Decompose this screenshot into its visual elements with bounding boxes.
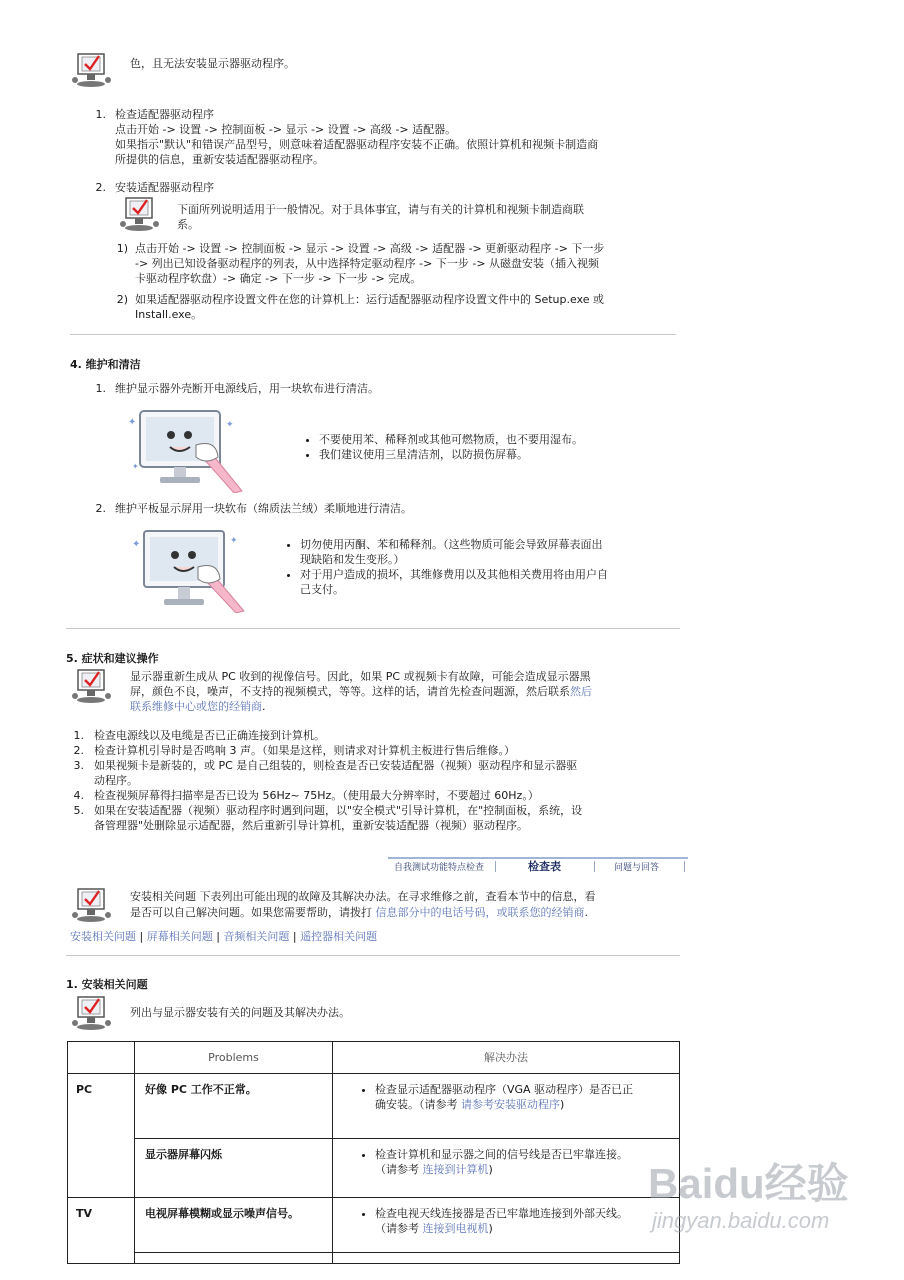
watermark-brand: Baidu经验 — [648, 1160, 849, 1207]
tab-bar — [388, 855, 688, 875]
link-separator: | — [139, 930, 147, 943]
list-text: 检查计算机引导时是否鸣响 3 声。（如果是这样，则请求对计算机主板进行售后维修。） — [94, 744, 515, 757]
connect-tv-link[interactable]: 连接到电视机 — [422, 1222, 489, 1235]
intro-text-part: . — [584, 906, 588, 919]
svg-text:✦: ✦ — [226, 420, 234, 430]
intro-text: 安装相关问题 下表列出可能出现的故障及其解决办法。在寻求维修之前，查看本节中的信息，看 — [130, 890, 596, 903]
section-heading: 1. 安装相关问题 — [66, 978, 148, 991]
solution-text: ) — [560, 1098, 565, 1111]
note-text: 显示器重新生成从 PC 收到的视像信号。因此，如果 PC 或视频卡有故障，可能会造成显示器黑 — [130, 670, 591, 683]
table-problem: 显示器屏幕闪烁 — [135, 1139, 333, 1198]
list-number: 5. — [73, 804, 84, 817]
substep-number: 2) — [116, 293, 128, 306]
table-row — [68, 1139, 680, 1198]
watermark — [648, 1160, 898, 1260]
bullet-item — [300, 537, 608, 567]
list-text: 检查视频屏幕得扫描率是否已设为 56Hz~ 75Hz。（使用最大分辨率时，不要超过 60Hz。） — [94, 789, 539, 802]
link-separator: | — [216, 930, 224, 943]
step-title: 安装适配器驱动程序 — [115, 181, 214, 194]
table-header-problems: Problems — [135, 1042, 333, 1074]
bullet-line: 对于用户造成的损坏，其维修费用以及其他相关费用将由用户自 — [300, 568, 608, 581]
svg-text:✦: ✦ — [132, 462, 139, 471]
note-text-part: 屏，颜色不良，噪声，不支持的视频模式，等等。这样的话，请首先检查问题源，然后联系 — [130, 685, 570, 698]
divider — [66, 628, 680, 629]
bullet-line: 己支付。 — [300, 583, 344, 596]
list-text: 维护平板显示屏用一块软布（绵质法兰绒）柔顺地进行清洁。 — [115, 502, 412, 515]
substep-text: 卡驱动程序软盘）-> 确定 -> 下一步 -> 下一步 -> 完成。 — [135, 272, 422, 285]
watermark-url: jingyan.baidu.com — [652, 1208, 830, 1233]
solution-text: 确安装。（请参考 — [375, 1098, 458, 1111]
note-text — [130, 699, 266, 714]
link-audio-problems[interactable]: 音频相关问题 — [223, 930, 290, 943]
tab-checklist[interactable]: 检查表 — [528, 860, 561, 873]
substep-text: 如果适配器驱动程序设置文件在您的计算机上：运行适配器驱动程序设置文件中的 Setup.exe 或 — [135, 293, 605, 306]
substep-number: 1) — [116, 242, 128, 255]
step-text: 点击开始 -> 设置 -> 控制面板 -> 显示 -> 设置 -> 高级 -> 适配器。 — [115, 123, 457, 136]
table-solution — [333, 1253, 680, 1264]
install-driver-link[interactable]: 请参考安装驱动程序 — [461, 1098, 560, 1111]
monitor-cleaning-illustration — [126, 405, 244, 493]
svg-text:✦: ✦ — [230, 536, 238, 546]
list-text: 检查电源线以及电缆是否已正确连接到计算机。 — [94, 729, 325, 742]
service-center-link[interactable]: 然后 — [570, 685, 592, 698]
tab-self-test[interactable]: 自我测试功能特点检查 — [394, 863, 485, 873]
step-title: 检查适配器驱动程序 — [115, 108, 214, 121]
note-icon — [120, 196, 160, 232]
divider — [70, 334, 676, 335]
intro-text — [130, 905, 588, 920]
note-icon — [72, 668, 112, 704]
solution-text: ) — [488, 1163, 493, 1176]
table-header-row — [68, 1042, 680, 1074]
table-row — [68, 1253, 680, 1264]
link-remote-problems[interactable]: 遥控器相关问题 — [300, 930, 378, 943]
service-center-link[interactable]: 联系维修中心或您的经销商 — [130, 700, 262, 713]
solution-item — [375, 1082, 669, 1112]
tab-separator — [594, 861, 595, 872]
tab-separator — [495, 861, 496, 872]
bullet-line: 切勿使用丙酮、苯和稀释剂。（这些物质可能会导致屏幕表面出 — [300, 538, 603, 551]
note-text: 系。 — [177, 218, 199, 231]
link-screen-problems[interactable]: 屏幕相关问题 — [146, 930, 213, 943]
list-number: 3. — [73, 759, 84, 772]
note-icon — [72, 887, 112, 923]
table-header-cell — [68, 1042, 135, 1074]
connect-computer-link[interactable]: 连接到计算机 — [422, 1163, 489, 1176]
tab-qa[interactable]: 问题与回答 — [614, 863, 660, 873]
table-problem: 电视屏幕模糊或显示噪声信号。 — [135, 1198, 333, 1253]
substep-text: -> 列出已知设备驱动程序的列表，从中选择特定驱动程序 -> 下一步 -> 从磁盘安装（插入视频 — [135, 257, 600, 270]
table-row — [68, 1074, 680, 1139]
bullet-item — [300, 567, 608, 597]
list-text: 备管理器"处删除显示适配器，然后重新引导计算机，重新安装适配器（视频）驱动程序。 — [94, 819, 529, 832]
solution-text: （请参考 — [375, 1222, 419, 1235]
top-note-text: 色，且无法安装显示器驱动程序。 — [130, 57, 295, 70]
table-problem: 好像 PC 工作不正常。 — [135, 1074, 333, 1139]
link-separator: | — [292, 930, 301, 943]
note-icon — [72, 52, 112, 88]
solution-text: 检查计算机和显示器之间的信号线是否已牢靠连接。 — [375, 1148, 628, 1161]
contact-link[interactable]: 信息部分中的电话号码，或联系您的经销商 — [375, 906, 585, 919]
substep-text: 点击开始 -> 设置 -> 控制面板 -> 显示 -> 设置 -> 高级 -> 适配器 -> 更新驱动程序 -> 下一步 — [135, 242, 605, 255]
step-text: 如果指示"默认"和错误产品型号，则意味着适配器驱动程序安装不正确。依照计算机和视频卡制造商 — [115, 138, 599, 151]
step-text: 所提供的信息，重新安装适配器驱动程序。 — [115, 153, 324, 166]
table-category: TV — [68, 1198, 135, 1264]
substep-text: Install.exe。 — [135, 308, 203, 321]
note-icon — [72, 995, 112, 1031]
table-solution — [333, 1198, 680, 1253]
list-number: 4. — [73, 789, 84, 802]
list-number: 2. — [95, 502, 106, 515]
list-number: 1. — [95, 382, 106, 395]
solution-item — [375, 1206, 669, 1236]
solution-text: （请参考 — [375, 1163, 419, 1176]
table-category: PC — [68, 1074, 135, 1198]
bullet-list — [305, 432, 583, 462]
solution-text: 检查电视天线连接器是否已牢靠地连接到外部天线。 — [375, 1207, 628, 1220]
list-number: 1. — [73, 729, 84, 742]
divider — [66, 955, 680, 956]
problems-table — [67, 1041, 680, 1264]
bullet-item: • 不要使用苯、稀释剂或其他可燃物质，也不要用湿布。 — [319, 432, 583, 447]
quick-links — [70, 929, 377, 944]
table-row — [68, 1198, 680, 1253]
list-text: 如果在安装适配器（视频）驱动程序时遇到问题，以"安全模式"引导计算机，在"控制面板，系统，设 — [94, 804, 583, 817]
list-text: 如果视频卡是新装的，或 PC 是自己组装的，则检查是否已安装适配器（视频）驱动程序和显示器驱 — [94, 759, 578, 772]
tab-separator — [684, 861, 685, 872]
step-number: 1. — [95, 108, 106, 121]
flat-panel-cleaning-illustration — [128, 525, 246, 613]
table-solution — [333, 1074, 680, 1139]
step-number: 2. — [95, 181, 106, 194]
note-text: 下面所列说明适用于一般情况。对于具体事宜，请与有关的计算机和视频卡制造商联 — [177, 203, 584, 216]
section-heading: 4. 维护和清洁 — [70, 358, 141, 371]
intro-text-part: 是否可以自己解决问题。如果您需要帮助，请拨打 — [130, 906, 372, 919]
list-text: 维护显示器外壳断开电源线后，用一块软布进行清洁。 — [115, 382, 379, 395]
svg-text:✦: ✦ — [132, 539, 141, 550]
note-text: 列出与显示器安装有关的问题及其解决办法。 — [130, 1006, 350, 1019]
bullet-line: 现缺陷和发生变形。） — [300, 553, 405, 566]
list-text: 动程序。 — [94, 774, 138, 787]
solution-text: ) — [488, 1222, 493, 1235]
svg-text:✦: ✦ — [128, 417, 137, 428]
bullet-list — [286, 537, 608, 597]
table-problem — [135, 1253, 333, 1264]
note-text — [130, 684, 592, 699]
table-solution — [333, 1139, 680, 1198]
list-number: 2. — [73, 744, 84, 757]
solution-text: 检查显示适配器驱动程序（VGA 驱动程序）是否已正 — [375, 1083, 634, 1096]
bullet-item: • 我们建议使用三星清洁剂，以防损伤屏幕。 — [319, 447, 583, 462]
note-text-part: . — [262, 700, 266, 713]
solution-item — [375, 1147, 669, 1177]
section-heading: 5. 症状和建议操作 — [66, 652, 159, 665]
table-header-solution: 解决办法 — [333, 1042, 680, 1074]
link-install-problems[interactable]: 安装相关问题 — [70, 930, 136, 943]
